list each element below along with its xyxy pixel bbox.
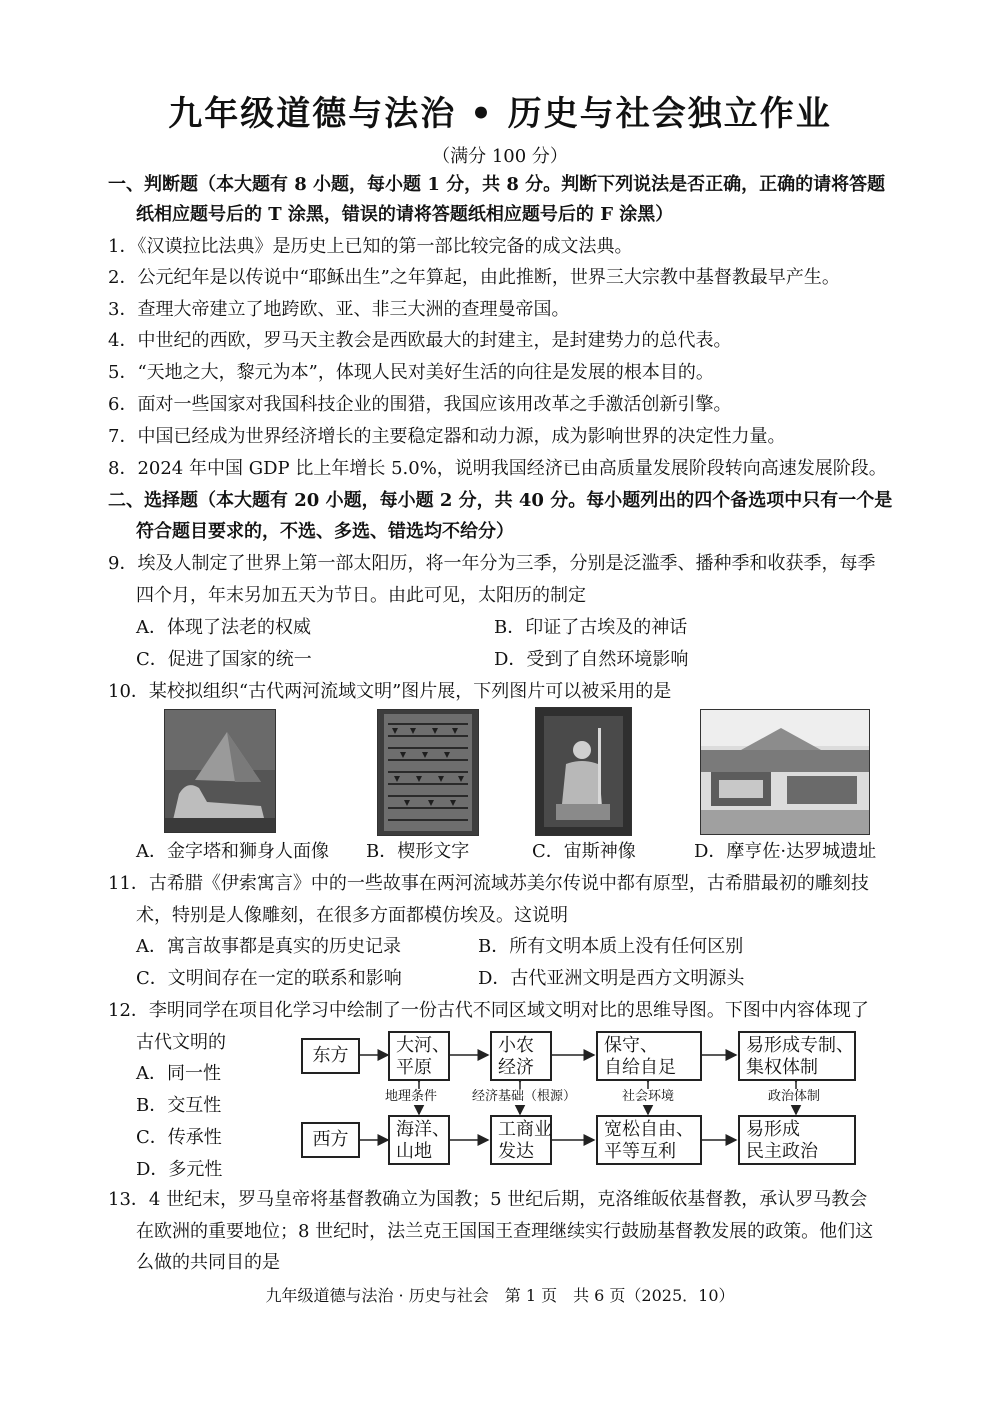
q11-option-b: B．所有文明本质上没有任何区别 bbox=[478, 936, 744, 957]
page-title: 九年级道德与法治 • 历史与社会独立作业 bbox=[168, 94, 832, 134]
q9-stem-line2: 四个月，年末另加五天为节日。由此可见，太阳历的制定 bbox=[136, 585, 586, 606]
mindmap-link-geography: 地理条件 bbox=[385, 1089, 438, 1104]
judge-item-3: 3．查理大帝建立了地跨欧、亚、非三大洲的查理曼帝国。 bbox=[108, 299, 570, 320]
q12-option-c: C．传承性 bbox=[136, 1127, 222, 1148]
mindmap-west-geography: 海洋、 山地 bbox=[388, 1115, 450, 1165]
q11-stem-line1: 11．古希腊《伊索寓言》中的一些故事在两河流域苏美尔传说中都有原型，古希腊最初的雕刻技 bbox=[108, 873, 869, 894]
q12-option-d: D．多元性 bbox=[136, 1159, 223, 1180]
q10-option-b: B．楔形文字 bbox=[366, 841, 470, 862]
mindmap-east-politics: 易形成专制、 集权体制 bbox=[738, 1031, 856, 1081]
q13-stem-line3: 么做的共同目的是 bbox=[136, 1252, 280, 1273]
q10-option-c: C．宙斯神像 bbox=[532, 841, 636, 862]
mindmap-east-society: 保守、 自给自足 bbox=[596, 1031, 702, 1081]
q11-option-c: C．文明间存在一定的联系和影响 bbox=[136, 968, 402, 989]
q11-option-a: A．寓言故事都是真实的历史记录 bbox=[136, 936, 401, 957]
judge-item-5: 5．“天地之大，黎元为本”，体现人民对美好生活的向往是发展的根本目的。 bbox=[108, 362, 714, 383]
q13-stem-line1: 13．4 世纪末，罗马皇帝将基督教确立为国教；5 世纪后期，克洛维皈依基督教，承认罗马教会 bbox=[108, 1189, 868, 1210]
mindmap-link-society: 社会环境 bbox=[622, 1089, 675, 1104]
judge-item-6: 6．面对一些国家对我国科技企业的围猎，我国应该用改革之手激活创新引擎。 bbox=[108, 394, 732, 415]
q12-option-a: A．同一性 bbox=[136, 1063, 221, 1084]
page-footer: 九年级道德与法治 · 历史与社会 第 1 页 共 6 页（2025．10） bbox=[265, 1286, 735, 1305]
q10-stem: 10．某校拟组织“古代两河流域文明”图片展，下列图片可以被采用的是 bbox=[108, 681, 672, 702]
q11-option-d: D．古代亚洲文明是西方文明源头 bbox=[478, 968, 745, 989]
q12-option-b: B．交互性 bbox=[136, 1095, 222, 1116]
q9-option-a: A．体现了法老的权威 bbox=[136, 617, 311, 638]
judge-item-7: 7．中国已经成为世界经济增长的主要稳定器和动力源，成为影响世界的决定性力量。 bbox=[108, 426, 786, 447]
page-subtitle: （满分 100 分） bbox=[432, 146, 568, 167]
mindmap-west-label: 西方 bbox=[301, 1122, 360, 1158]
section2-header-line2: 符合题目要求的，不选、多选、错选均不给分） bbox=[136, 521, 514, 542]
mindmap-west-society: 宽松自由、 平等互利 bbox=[596, 1115, 702, 1165]
mindmap-west-politics: 易形成 民主政治 bbox=[738, 1115, 856, 1165]
q9-option-c: C．促进了国家的统一 bbox=[136, 649, 312, 670]
q13-stem-line2: 在欧洲的重要地位；8 世纪时，法兰克王国国王查理继续实行鼓励基督教发展的政策。他们这 bbox=[136, 1221, 874, 1242]
mindmap-east-geography: 大河、 平原 bbox=[388, 1031, 450, 1081]
judge-item-1: 1．《汉谟拉比法典》是历史上已知的第一部比较完备的成文法典。 bbox=[108, 236, 633, 257]
q9-option-b: B．印证了古埃及的神话 bbox=[494, 617, 688, 638]
section1-header-line2: 纸相应题号后的 T 涂黑，错误的请将答题纸相应题号后的 F 涂黑） bbox=[136, 204, 674, 225]
judge-item-4: 4．中世纪的西欧，罗马天主教会是西欧最大的封建主，是封建势力的总代表。 bbox=[108, 330, 732, 351]
mindmap-east-economy: 小农 经济 bbox=[490, 1031, 552, 1081]
q12-stem-line1: 12．李明同学在项目化学习中绘制了一份古代不同区域文明对比的思维导图。下图中内容体现了 bbox=[108, 1000, 869, 1021]
judge-item-8: 8．2024 年中国 GDP 比上年增长 5.0%，说明我国经济已由高质量发展阶段转向高速发展阶段。 bbox=[108, 458, 887, 479]
q11-stem-line2: 术，特别是人像雕刻，在很多方面都模仿埃及。这说明 bbox=[136, 905, 568, 926]
q12-stem-line2: 古代文明的 bbox=[136, 1032, 226, 1053]
q10-option-d: D．摩亨佐·达罗城遗址 bbox=[694, 841, 877, 862]
judge-item-2: 2．公元纪年是以传说中“耶稣出生”之年算起，由此推断，世界三大宗教中基督教最早产生。 bbox=[108, 267, 840, 288]
section1-header-line1: 一、判断题（本大题有 8 小题，每小题 1 分，共 8 分。判断下列说法是否正确，正确的请将答题 bbox=[108, 174, 886, 195]
mindmap-east-label: 东方 bbox=[301, 1038, 360, 1074]
mindmap-link-economy: 经济基础（根源） bbox=[472, 1089, 577, 1104]
mindmap-link-politics: 政治体制 bbox=[768, 1089, 821, 1104]
section2-header-line1: 二、选择题（本大题有 20 小题，每小题 2 分，共 40 分。每小题列出的四个备选项中只有一个是 bbox=[108, 490, 893, 511]
mindmap-west-economy: 工商业 发达 bbox=[490, 1115, 552, 1165]
q10-option-a: A．金字塔和狮身人面像 bbox=[136, 841, 329, 862]
q9-stem-line1: 9．埃及人制定了世界上第一部太阳历，将一年分为三季，分别是泛滥季、播种季和收获季，每季 bbox=[108, 553, 876, 574]
q9-option-d: D．受到了自然环境影响 bbox=[494, 649, 689, 670]
